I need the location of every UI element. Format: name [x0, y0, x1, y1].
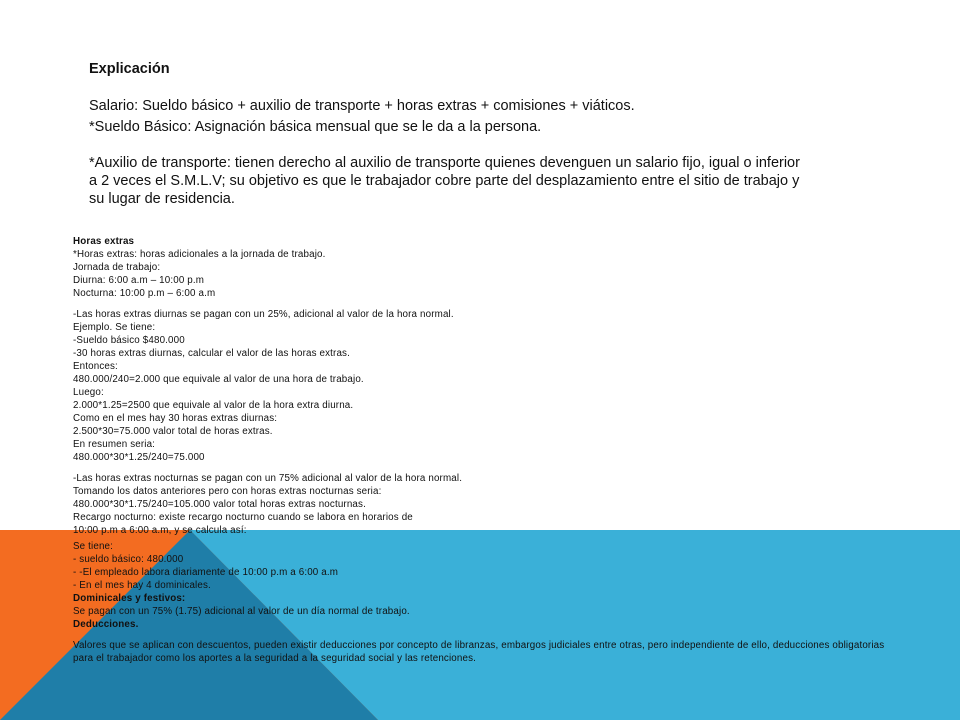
text-line: *Horas extras: horas adicionales a la jornada de trabajo.: [73, 249, 326, 260]
text-line: 480.000/240=2.000 que equivale al valor de una hora de trabajo.: [73, 374, 364, 385]
text-line: Se tiene:: [73, 541, 114, 552]
salary-definition: Salario: Sueldo básico + auxilio de transporte + horas extras + comisiones + viáticos.: [89, 98, 635, 114]
deductions-text: Valores que se aplican con descuentos, pueden existir deducciones por concepto de libranzas, embargos judiciales entre otras, pero independiente de ello, deducciones obligatorias para el trabajador como los aportes a la seguridad a la seguridad social y las retenciones.: [73, 640, 885, 664]
text-line: Se pagan con un 75% (1.75) adicional al valor de un día normal de trabajo.: [73, 606, 410, 617]
text-line: -Las horas extras nocturnas se pagan con un 75% adicional al valor de la hora normal.: [73, 473, 463, 484]
text-line: 10:00 p.m a 6:00 a.m, y se calcula así:: [73, 525, 247, 536]
text-line: - En el mes hay 4 dominicales.: [73, 580, 211, 591]
text-line: -Las horas extras diurnas se pagan con un 25%, adicional al valor de la hora normal.: [73, 309, 454, 320]
text-line: 480.000*30*1.25/240=75.000: [73, 452, 205, 463]
explanation-section: [89, 60, 809, 208]
overtime-title: Horas extras: [73, 236, 135, 247]
text-line: Recargo nocturno: existe recargo nocturno cuando se labora en horarios de: [73, 512, 413, 523]
explanation-title: Explicación: [89, 61, 170, 77]
text-line: 480.000*30*1.75/240=105.000 valor total horas extras nocturnas.: [73, 499, 366, 510]
text-line: Jornada de trabajo:: [73, 262, 161, 273]
text-line: -30 horas extras diurnas, calcular el valor de las horas extras.: [73, 348, 350, 359]
overtime-section: [73, 235, 893, 665]
sundays-title: Dominicales y festivos:: [73, 593, 186, 604]
text-line: Entonces:: [73, 361, 118, 372]
text-line: - sueldo básico: 480.000: [73, 554, 184, 565]
text-line: 2.000*1.25=2500 que equivale al valor de la hora extra diurna.: [73, 400, 354, 411]
text-line: -Sueldo básico $480.000: [73, 335, 185, 346]
text-line: 2.500*30=75.000 valor total de horas extras.: [73, 426, 273, 437]
text-line: Luego:: [73, 387, 104, 398]
deductions-title: Deducciones.: [73, 619, 139, 630]
text-line: Ejemplo. Se tiene:: [73, 322, 156, 333]
text-line: - -El empleado labora diariamente de 10:00 p.m a 6:00 a.m: [73, 567, 339, 578]
text-line: Nocturna: 10:00 p.m – 6:00 a.m: [73, 288, 216, 299]
text-line: En resumen seria:: [73, 439, 156, 450]
text-line: Diurna: 6:00 a.m – 10:00 p.m: [73, 275, 205, 286]
transport-aid-definition: *Auxilio de transporte: tienen derecho al auxilio de transporte quienes devenguen un salario fijo, igual o inferior a 2 veces el S.M.L.V; su objetivo es que le trabajador cobre parte del desplazamiento entre el sitio de trabajo y su lugar de residencia.: [89, 155, 800, 207]
text-line: Como en el mes hay 30 horas extras diurnas:: [73, 413, 278, 424]
text-line: Tomando los datos anteriores pero con horas extras nocturnas seria:: [73, 486, 382, 497]
basic-salary-definition: *Sueldo Básico: Asignación básica mensual que se le da a la persona.: [89, 119, 542, 135]
